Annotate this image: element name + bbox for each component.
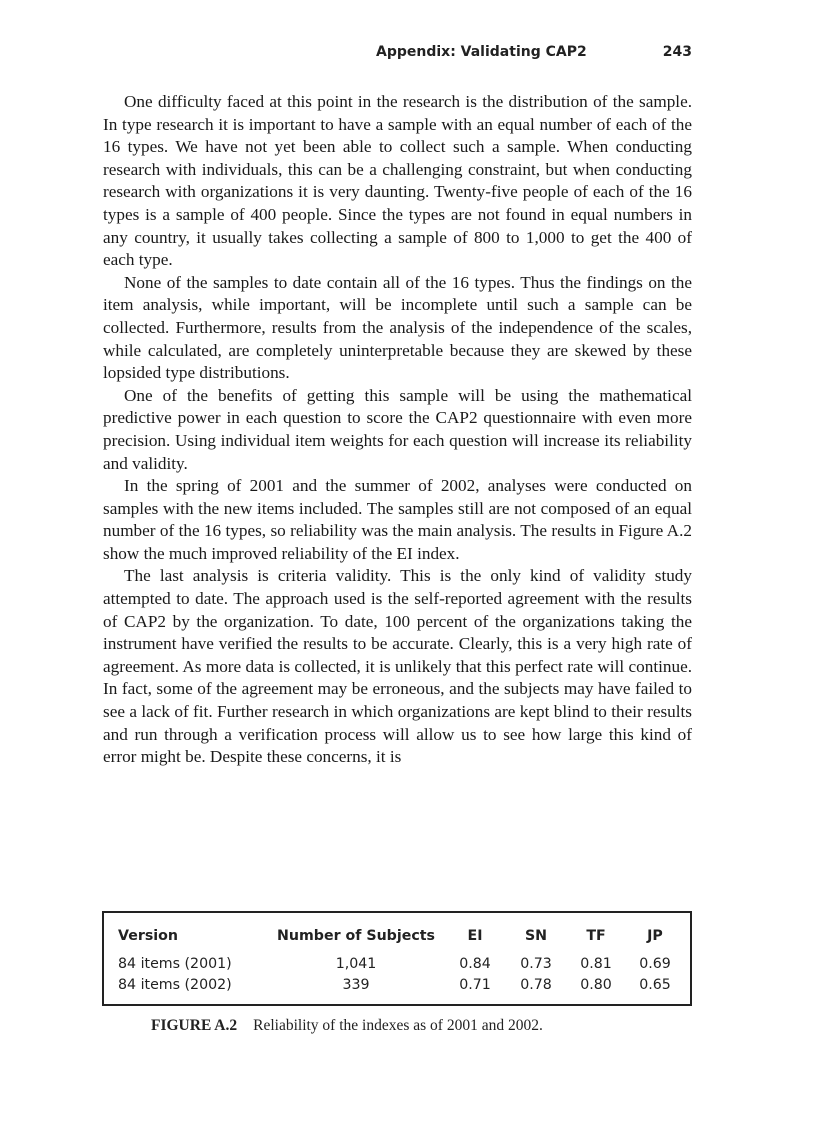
column-header: Number of Subjects	[277, 928, 435, 944]
table-cell: 84 items (2002)	[118, 976, 232, 993]
table-cell: 0.71	[459, 976, 491, 993]
column-header: JP	[647, 928, 663, 944]
table-row	[118, 974, 684, 995]
table-cell: 0.80	[580, 976, 612, 993]
paragraph: One difficulty faced at this point in the research is the distribution of the sample. In type research it is important to have a sample with an equal number of each of the 16 types. We have not yet been able to collect such a sample. When conducting research with individuals, this can be a challenging constraint, but when conducting research with organizations it is very daunting. Twenty-five people of each of the 16 types is a sample of 400 people. Since the types are not found in equal numbers in any country, it usually takes collecting a sample of 800 to 1,000 to get the 400 of each type.	[103, 92, 692, 270]
running-title: Appendix: Validating CAP2	[376, 44, 587, 60]
figure-label: FIGURE A.2	[151, 1017, 238, 1034]
figure-table-frame	[102, 911, 692, 1006]
table-cell: 0.65	[639, 976, 671, 993]
figure-caption	[151, 1017, 543, 1035]
column-header: EI	[467, 928, 483, 944]
table-cell: 0.81	[580, 955, 612, 972]
table-cell: 0.78	[520, 976, 552, 993]
table-header-row	[118, 923, 684, 949]
table-cell: 1,041	[335, 955, 377, 972]
column-header: SN	[524, 928, 548, 944]
page-number: 243	[662, 44, 692, 60]
table-cell: 0.69	[639, 955, 671, 972]
table-row	[118, 953, 684, 974]
table-cell: 339	[342, 976, 370, 993]
column-header: TF	[586, 928, 606, 944]
paragraph: One of the benefits of getting this sample will be using the mathematical predictive power in each question to score the CAP2 questionnaire with even more precision. Using individual item weights for each question will increase its reliability and validity.	[103, 385, 692, 473]
figure-caption-text: Reliability of the indexes as of 2001 and 2002.	[253, 1017, 543, 1034]
paragraph: In the spring of 2001 and the summer of 2002, analyses were conducted on samples with the new items included. The samples still are not composed of an equal number of the 16 types, so reliability was the main analysis. The results in Figure A.2 show the much improved reliability of the EI index.	[103, 476, 692, 563]
reliability-table	[118, 923, 684, 995]
paragraph: The last analysis is criteria validity. This is the only kind of validity study attempted to date. The approach used is the self-reported agreement with the results of CAP2 by the organization. To date, 100 percent of the organizations taking the instrument have verified the results to be accurate. Clearly, this is a very high rate of agreement. As more data is collected, it is unlikely that this perfect rate will continue. In fact, some of the agreement may be erroneous, and the subjects may have failed to see a lack of fit. Further research in which organizations are kept blind to their results and run through a verification process will allow us to see how large this kind of error might be. Despite these concerns, it is	[103, 566, 692, 767]
running-header	[376, 44, 692, 60]
table-cell: 0.73	[520, 955, 552, 972]
paragraph: None of the samples to date contain all of the 16 types. Thus the findings on the item analysis, while important, will be incomplete until such a sample can be collected. Furthermore, results from the analysis of the independence of the scales, while calculated, are completely uninterpretable because they are skewed by these lopsided type distributions.	[103, 272, 692, 383]
table-cell: 0.84	[459, 955, 491, 972]
table-cell: 84 items (2001)	[118, 955, 232, 972]
body-text	[103, 91, 692, 769]
column-header: Version	[118, 928, 178, 944]
